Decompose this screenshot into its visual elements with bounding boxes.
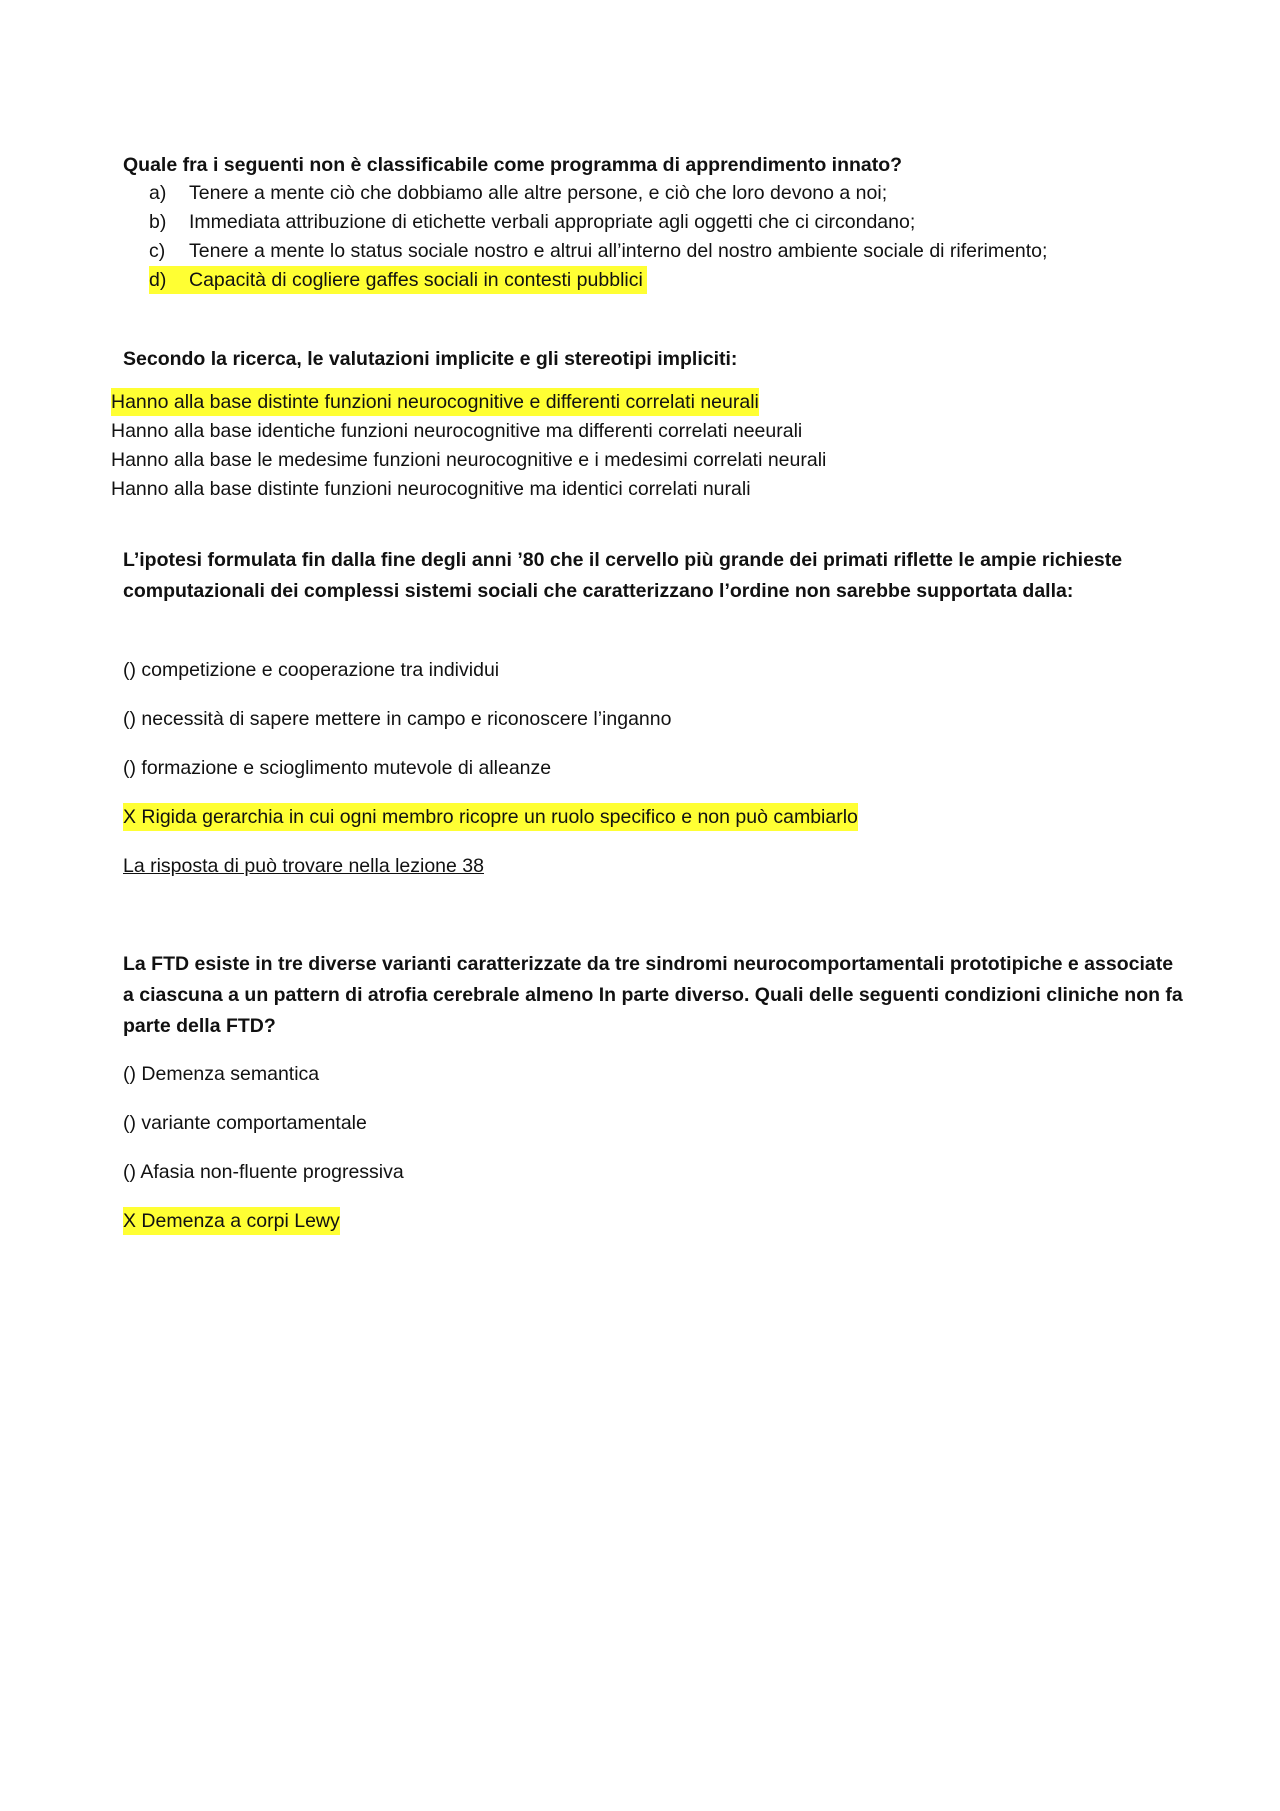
question-4-option-4-answer: X Demenza a corpi Lewy	[123, 1207, 340, 1235]
option-marker: d)	[149, 269, 167, 291]
option-text: Capacità di cogliere gaffes sociali in contesti pubblici	[189, 269, 643, 291]
question-2-option-1-answer: Hanno alla base distinte funzioni neurocognitive e differenti correlati neurali	[111, 388, 759, 416]
question-3-option-4-answer: X Rigida gerarchia in cui ogni membro ricopre un ruolo specifico e non può cambiarlo	[123, 803, 858, 831]
question-2-option-4: Hanno alla base distinte funzioni neurocognitive ma identici correlati nurali	[111, 478, 751, 500]
question-3-option-3: () formazione e scioglimento mutevole di alleanze	[123, 757, 552, 779]
question-4-option-3: () Afasia non-fluente progressiva	[123, 1161, 404, 1183]
question-4-option-2: () variante comportamentale	[123, 1112, 367, 1134]
option-marker: c)	[149, 240, 166, 262]
option-marker: b)	[149, 211, 167, 233]
question-4-title: La FTD esiste in tre diverse varianti caratterizzate da tre sindromi neurocomportamentali prototipiche e associate a ciascuna a un pattern di atrofia cerebrale almeno In parte diverso. Quali delle seguenti condizioni cliniche non fa parte della FTD?	[123, 953, 1183, 1037]
question-1-option-d-answer	[149, 266, 647, 294]
question-3-title: L’ipotesi formulata fin dalla fine degli anni ’80 che il cervello più grande dei primati riflette le ampie richieste computazionali dei complessi sistemi sociali che caratterizzano l’ordine non sarebbe supportata dalla:	[123, 549, 1123, 602]
question-2-title: Secondo la ricerca, le valutazioni implicite e gli stereotipi impliciti:	[123, 348, 738, 370]
question-3-option-1: () competizione e cooperazione tra individui	[123, 659, 500, 681]
option-marker: a)	[149, 182, 167, 204]
question-2-option-2: Hanno alla base identiche funzioni neurocognitive ma differenti correlati neeurali	[111, 420, 803, 442]
question-3-option-2: () necessità di sapere mettere in campo e riconoscere l’inganno	[123, 708, 672, 730]
question-4-option-1: () Demenza semantica	[123, 1063, 320, 1085]
question-2-option-3: Hanno alla base le medesime funzioni neurocognitive e i medesimi correlati neurali	[111, 449, 827, 471]
option-text: Tenere a mente lo status sociale nostro e altrui all’interno del nostro ambiente sociale di riferimento;	[189, 240, 1048, 262]
question-1-option-c	[149, 237, 1047, 265]
option-text: Tenere a mente ciò che dobbiamo alle altre persone, e ciò che loro devono a noi;	[189, 182, 888, 204]
question-3-note: La risposta di può trovare nella lezione 38	[123, 855, 484, 877]
question-1-option-a	[149, 179, 887, 207]
question-1-title: Quale fra i seguenti non è classificabile come programma di apprendimento innato?	[123, 154, 903, 176]
question-1-option-b	[149, 208, 915, 236]
option-text: Immediata attribuzione di etichette verbali appropriate agli oggetti che ci circondano;	[189, 211, 916, 233]
